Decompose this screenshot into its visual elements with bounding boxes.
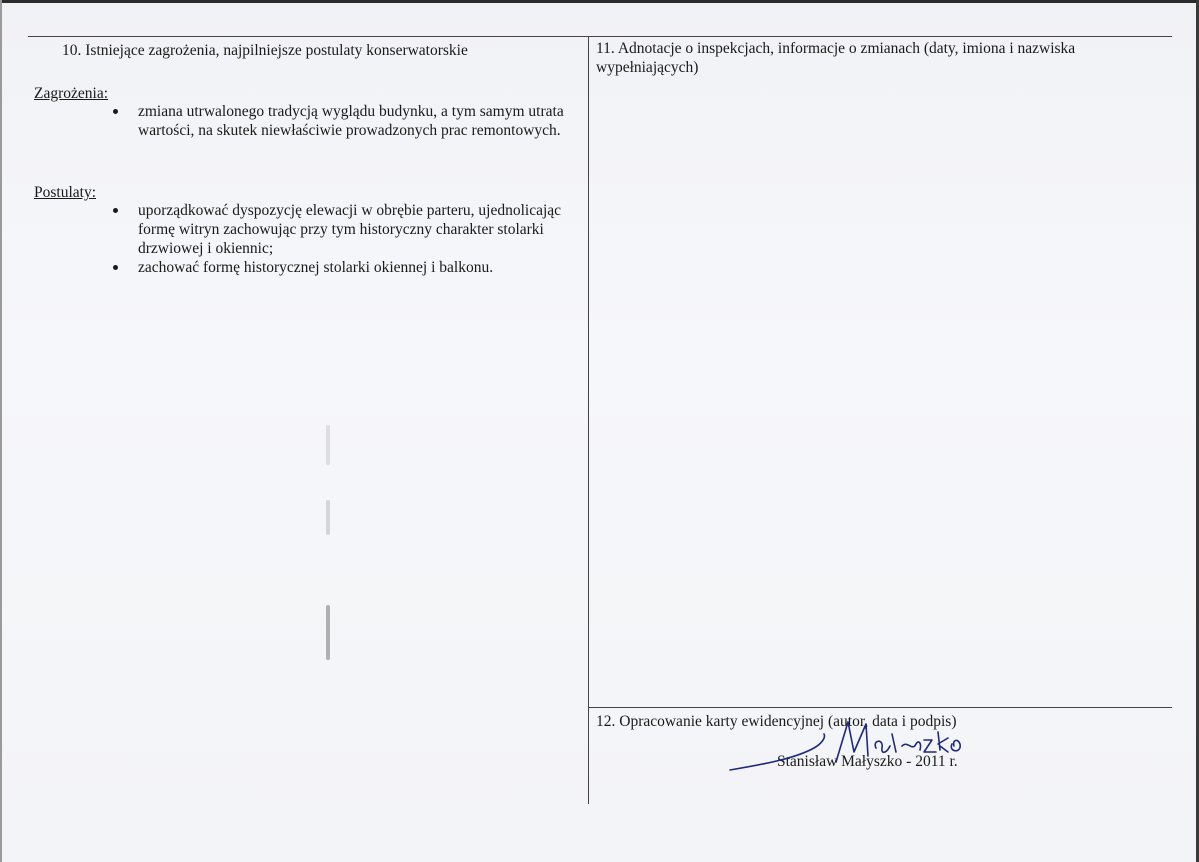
section10-heading: 10. Istniejące zagrożenia, najpilniejsze postulaty konserwatorskie <box>62 42 468 59</box>
section12-heading: 12. Opracowanie karty ewidencyjnej (autor, data i podpis) <box>596 713 957 730</box>
postulate-text: uporządkować dyspozycję elewacji w obrębie parteru, ujednolicając formę witryn zachowując przy tym historyczny charakter stolarki drzwiowej i okiennic; <box>138 202 562 257</box>
frame-top-edge <box>0 0 1199 3</box>
threats-list <box>110 102 568 140</box>
scan-artifact <box>326 425 330 465</box>
threat-text: zmiana utrwalonego tradycją wyglądu budynku, a tym samym utrata wartości, na skutek niewłaściwie prowadzonych prac remontowych. <box>138 103 564 139</box>
postulate-text: zachować formę historycznej stolarki okiennej i balkonu. <box>138 259 494 276</box>
list-item <box>110 201 568 258</box>
scan-artifact <box>326 500 330 535</box>
list-item <box>110 258 568 277</box>
list-item <box>110 102 568 140</box>
bullet-icon <box>113 208 118 213</box>
table-top-rule <box>28 36 1172 37</box>
scan-artifact <box>326 605 330 660</box>
frame-left-edge <box>0 0 2 862</box>
column-divider <box>588 36 589 804</box>
section11-heading: 11. Adnotacje o inspekcjach, informacje o zmianach (daty, imiona i nazwiska wypełniających) <box>596 40 1076 76</box>
bullet-icon <box>113 265 118 270</box>
author-line: Stanisław Małyszko - 2011 r. <box>777 753 958 770</box>
postulates-list <box>110 201 568 277</box>
bullet-icon <box>113 109 118 114</box>
postulates-label: Postulaty: <box>34 184 97 201</box>
handwritten-signature-icon <box>726 718 986 778</box>
threats-label: Zagrożenia: <box>34 85 109 102</box>
section12-top-rule <box>588 707 1172 708</box>
